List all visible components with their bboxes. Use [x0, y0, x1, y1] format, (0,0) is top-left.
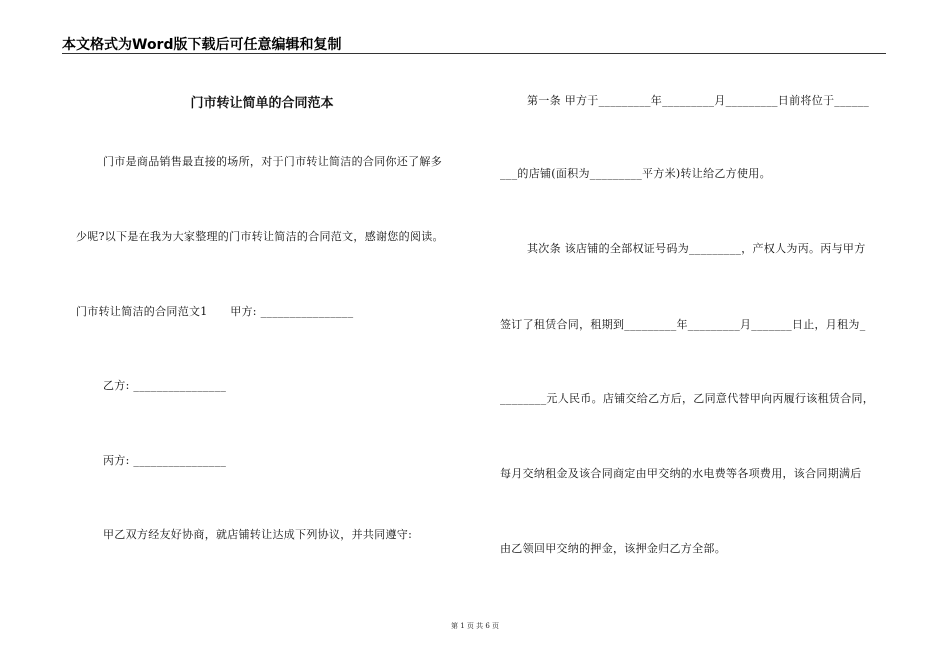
- article-2-line-5: 由乙领回甲交纳的押金，该押金归乙方全部。: [500, 542, 726, 555]
- article-2-line-4: 每月交纳租金及该合同商定由甲交纳的水电费等各项费用，该合同期满后: [500, 467, 862, 480]
- article-2-line-1: 其次条 该店铺的全部权证号码为_________，产权人为丙。丙与甲方: [527, 242, 866, 255]
- header-divider: [62, 53, 886, 54]
- article-1-line-2: ___的店铺(面积为_________平方米)转让给乙方使用。: [500, 167, 771, 180]
- agreement-intro-line: 甲乙双方经友好协商，就店铺转让达成下列协议，并共同遵守:: [103, 528, 413, 541]
- left-paragraph-line-2: 少呢?以下是在我为大家整理的门市转让简洁的合同范文，感谢您的阅读。: [76, 230, 444, 243]
- document-header-banner: 本文格式为Word版下载后可任意编辑和复制: [62, 37, 342, 53]
- document-title: 门市转让简单的合同范本: [190, 96, 334, 111]
- party-c-line: 丙方: ________________: [103, 454, 227, 467]
- article-1-line-1: 第一条 甲方于_________年_________月_________日前将位于______: [527, 94, 870, 107]
- party-b-line: 乙方: ________________: [103, 379, 227, 392]
- article-2-line-2: 签订了租赁合同，租期到_________年_________月_______日止，月租为_: [500, 318, 866, 331]
- left-paragraph-line-1: 门市是商品销售最直接的场所，对于门市转让简洁的合同你还了解多: [103, 155, 442, 168]
- contract-sample-party-a-line: 门市转让简洁的合同范文1 甲方: ________________: [76, 305, 354, 318]
- article-2-line-3: ________元人民币。店铺交给乙方后，乙同意代替甲向丙履行该租赁合同，: [500, 392, 875, 405]
- page-number-footer: 第 1 页 共 6 页: [450, 622, 500, 630]
